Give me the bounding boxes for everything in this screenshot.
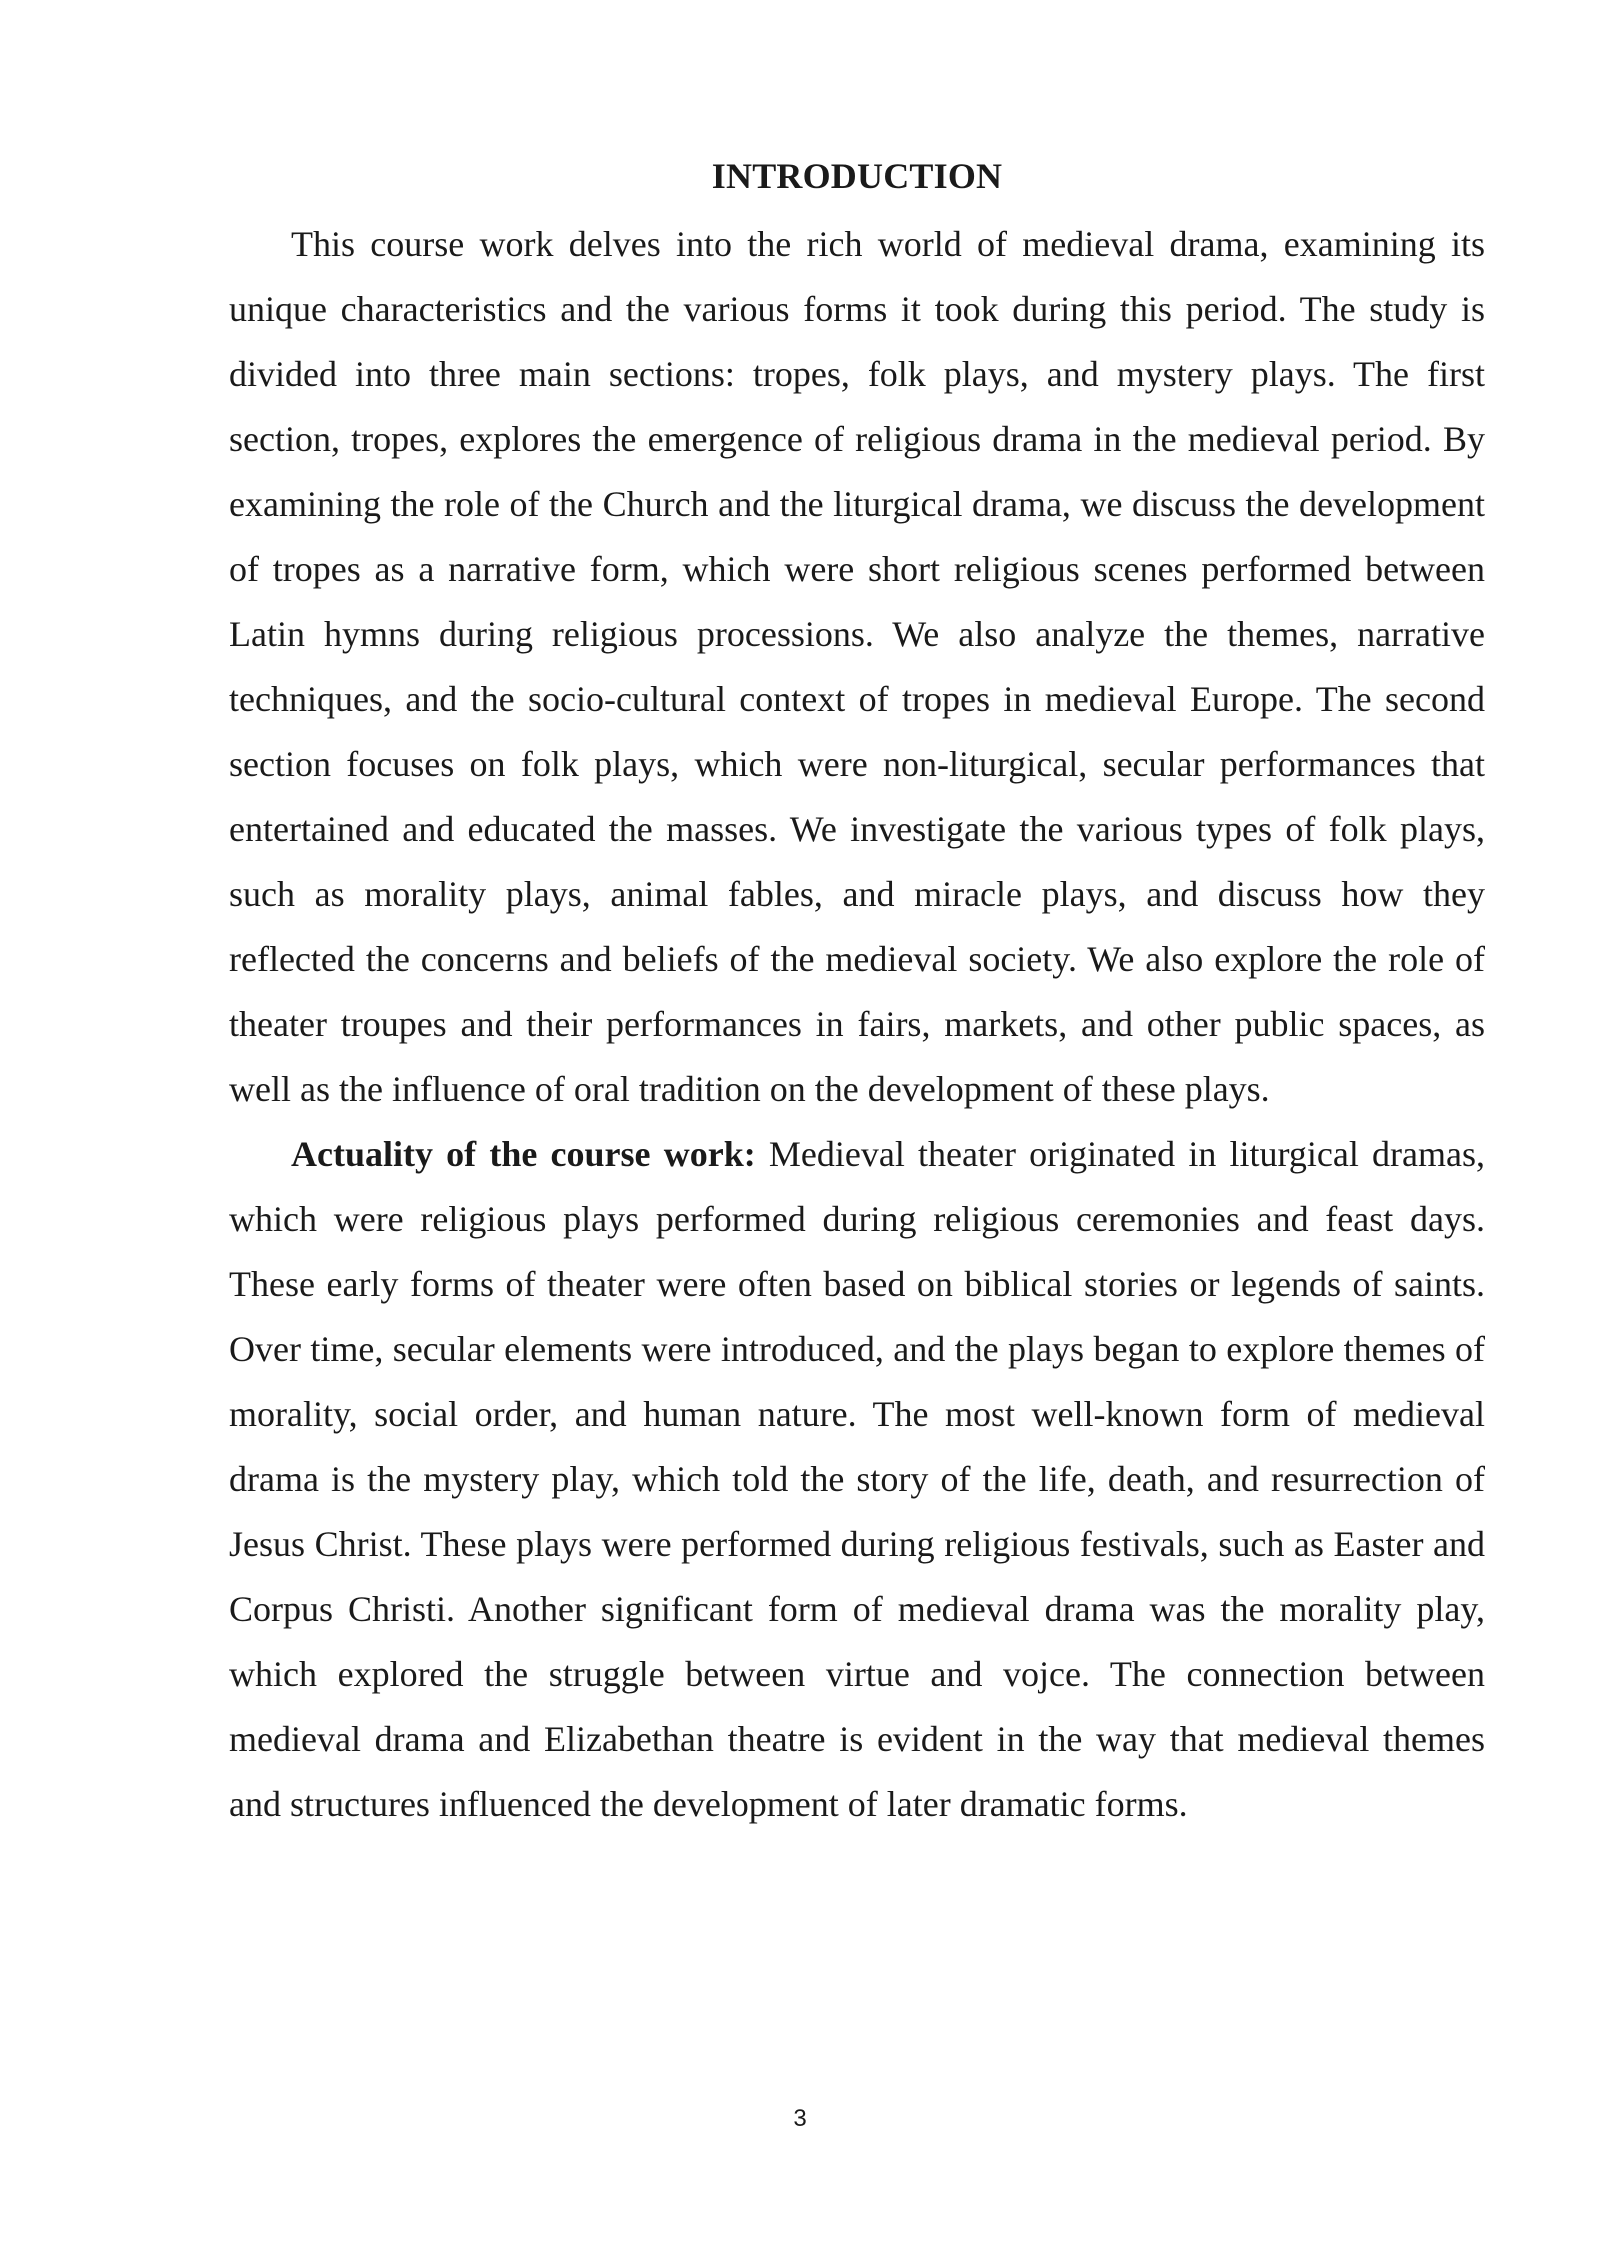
section-heading: INTRODUCTION — [711, 156, 1003, 196]
page-content — [229, 146, 1485, 1837]
paragraph-text: This course work delves into the rich world of medieval drama, examining its unique characteristics and the various forms it took during this period. The study is divided into three main sections: tropes, folk plays, and mystery plays. The first section, tropes, explores the emergence of religious drama in the medieval period. By examining the role of the Church and the liturgical drama, we discuss the development of tropes as a narrative form, which were short religious scenes performed between Latin hymns during religious processions. We also analyze the themes, narrative techniques, and the socio-cultural context of tropes in medieval Europe. The second section focuses on folk plays, which were non-liturgical, secular performances that entertained and educated the masses. We investigate the various types of folk plays, such as morality plays, animal fables, and miracle plays, and discuss how they reflected the concerns and beliefs of the medieval society. We also explore the role of theater troupes and their performances in fairs, markets, and other public spaces, as well as the influence of oral tradition on the development of these plays. — [229, 224, 1485, 1109]
page-number: 3 — [793, 2105, 807, 2132]
intro-paragraph — [229, 212, 1485, 1122]
paragraph-text: Medieval theater originated in liturgical dramas, which were religious plays performed during religious ceremonies and feast days. These early forms of theater were often based on biblical stories or legends of saints. Over time, secular elements were introduced, and the plays began to explore themes of morality, social order, and human nature. The most well-known form of medieval drama is the mystery play, which told the story of the life, death, and resurrection of Jesus Christ. These plays were performed during religious festivals, such as Easter and Corpus Christi. Another significant form of medieval drama was the morality play, which explored the struggle between virtue and vojce. The connection between medieval drama and Elizabethan theatre is evident in the way that medieval themes and structures influenced the development of later dramatic forms. — [229, 1134, 1485, 1824]
actuality-paragraph — [229, 1122, 1485, 1837]
paragraph-lead: Actuality of the course work: — [291, 1134, 756, 1174]
